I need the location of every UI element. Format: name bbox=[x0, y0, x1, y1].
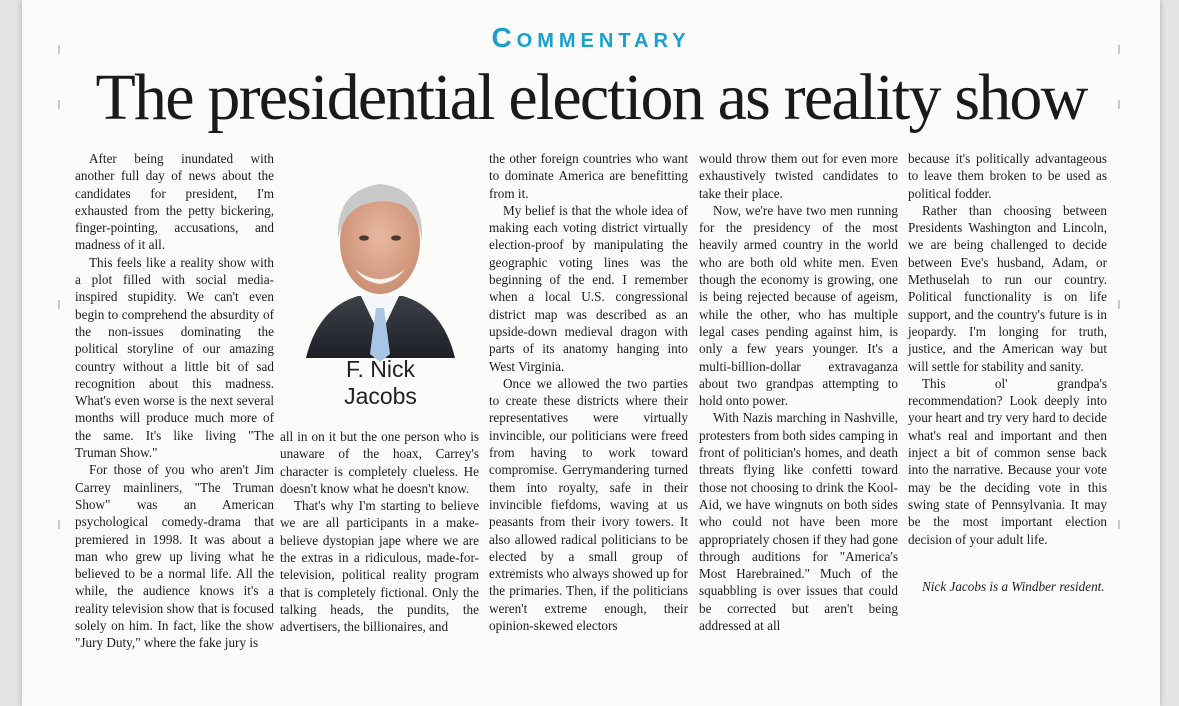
headline: The presidential election as reality show bbox=[95, 61, 1087, 134]
paragraph: This feels like a reality show with a plot filled with social media-inspired stupidity. We can't even begin to comprehend the absurdity of the non-issues dominating the political storyline of our amazing country without a little bit of sad recognition about this madness. What's even worse is the next several months will produce much more of the same. It's like living "The Truman Show." bbox=[75, 254, 274, 461]
paragraph: With Nazis marching in Nashville, protesters from both sides camping in front of politician's homes, and death threats flying like confetti toward those not choosing to drink the Kool-Aid, we have wingnuts on both sides who could not have been more appropriately chosen if they had gone through auditions for "America's Most Harebrained." Much of the squabbling is over issues that could be corrected but aren't being addressed at all bbox=[699, 410, 898, 634]
paragraph: My belief is that the whole idea of making each voting district virtually election-proof by manipulating the geographic voting lines was the beginning of the end. I remember when a local U.S. congressional district map was described as an upside-down medieval dragon with parts of its anatomy hanging into West Virginia. bbox=[489, 202, 688, 374]
byline-first: F. Nick bbox=[346, 356, 415, 382]
paragraph: This ol' grandpa's recommendation? Look deeply into your heart and try very hard to decide what's real and important and then inject a bit of common sense back into the narrative. Because your vote may be the deciding vote in this swing state of Pennsylvania. It may be the most important election decision of your adult life. bbox=[908, 375, 1107, 547]
section-label: Commentary bbox=[491, 22, 691, 53]
paragraph: For those of you who aren't Jim Carrey mainliners, "The Truman Show" was an American psychological comedy-drama that premiered in 1998. It was about a man who grew up living what he believed to be a normal life. All the while, the audience knows it's a reality television show that is focused solely on him. In fact, like the show "Jury Duty," where the fake jury is bbox=[75, 462, 274, 651]
paragraph: After being inundated with another full day of news about the candidates for president, I'm exhausted from the petty bickering, finger-pointing, accusations, and madness of it all. bbox=[75, 151, 274, 253]
author-bio: Nick Jacobs is a Windber resident. bbox=[922, 578, 1105, 594]
column-1 bbox=[75, 150, 274, 652]
column-4 bbox=[699, 150, 898, 634]
byline bbox=[298, 356, 463, 410]
margin-tick bbox=[1118, 520, 1120, 529]
newspaper-page bbox=[22, 0, 1160, 706]
paragraph: would throw them out for even more exhaustively twisted candidates to take their place. bbox=[699, 151, 898, 201]
paragraph: because it's politically advantageous to leave them broken to be used as political fodder. bbox=[908, 151, 1107, 201]
column-5 bbox=[908, 150, 1107, 595]
margin-tick bbox=[58, 520, 60, 529]
byline-last: Jacobs bbox=[344, 383, 417, 409]
paragraph: all in on it but the one person who is unaware of the hoax, Carrey's character is completely clueless. He doesn't know what he doesn't know. bbox=[280, 429, 479, 496]
paragraph: Rather than choosing between Presidents Washington and Lincoln, we are being challenged to decide between Eve's husband, Adam, or Methuselah to run our country. Political functionality is on life support, and the country's future is in jeopardy. I'm longing for truth, justice, and the American way but will settle for stability and sanity. bbox=[908, 202, 1107, 374]
paragraph: the other foreign countries who want to dominate America are benefitting from it. bbox=[489, 151, 688, 201]
paragraph: Once we allowed the two parties to create these districts where their representatives were virtually invincible, our politicians were freed from having to work toward compromise. Gerrymandering turned them into royalty, safe in their invincible fiefdoms, waving at us peasants from their ivory towers. It also allowed radical politicians to be elected by a small group of extremists who always showed up for the primaries. Then, if the politicians weren't extreme enough, their opinion-skewed electors bbox=[489, 375, 688, 634]
margin-tick bbox=[58, 300, 60, 309]
margin-tick bbox=[1118, 300, 1120, 309]
paragraph: That's why I'm starting to believe we are all participants in a make-believe dystopian jape where we are the extras in a ridiculous, made-for-television, political reality program that is completely fictional. Only the talking heads, the pundits, the advertisers, the billionaires, and bbox=[280, 498, 479, 635]
paragraph: Now, we're have two men running for the presidency of the most heavily armed country in the world who are both old white men. Even though the economy is growing, one is being rejected because of ageism, while the other, who has multiple legal cases pending against him, is only a few years younger. It's a multi-billion-dollar extravaganza about two grandpas attempting to hold onto power. bbox=[699, 202, 898, 409]
column-2 bbox=[280, 428, 479, 636]
column-3 bbox=[489, 150, 688, 634]
